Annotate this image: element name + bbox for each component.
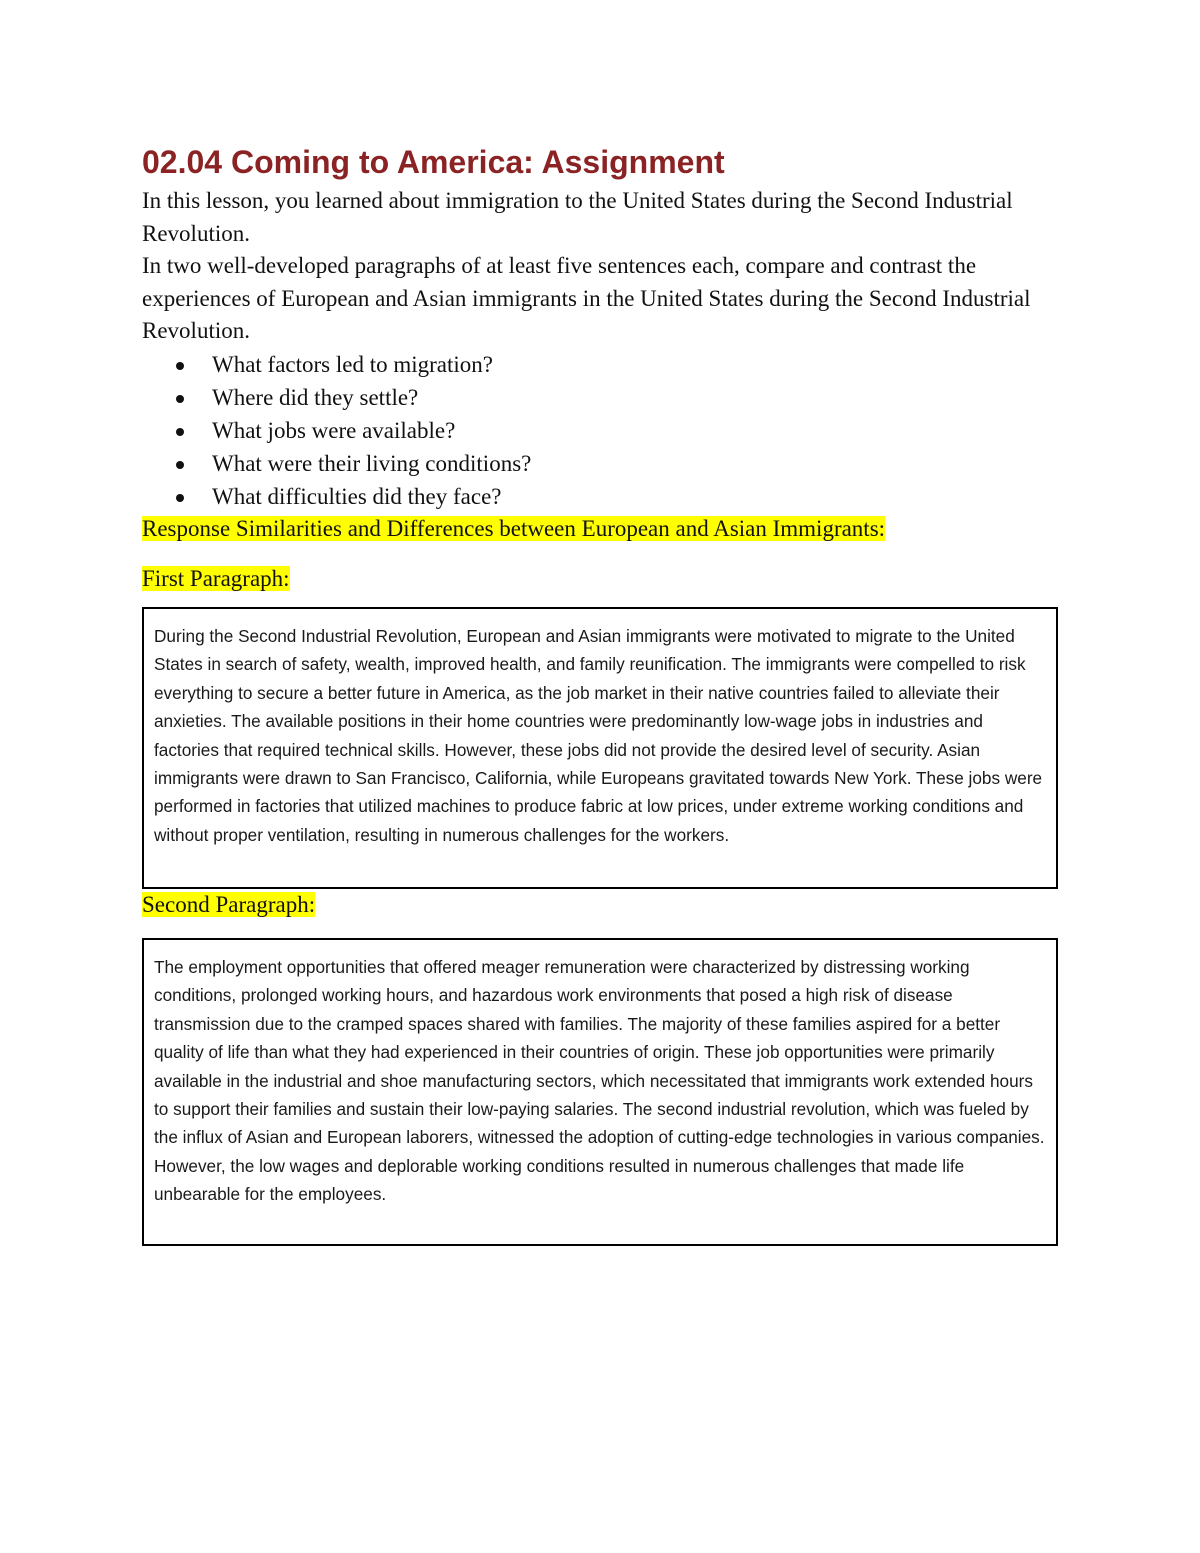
- list-item: [142, 448, 1042, 481]
- question-text: What difficulties did they face?: [212, 484, 502, 509]
- intro-prompt-text: In two well-developed paragraphs of at least five sentences each, compare and contrast the experiences of European and Asian immigrants in the United States during the Second Industrial Revolution.: [142, 253, 1031, 343]
- second-paragraph-text: The employment opportunities that offered meager remuneration were characterized by distressing working conditions, prolonged working hours, and hazardous work environments that posed a high risk of disease transmission due to the cramped spaces shared with families. The majority of these families aspired for a better quality of life than what they had experienced in their countries of origin. These job opportunities were primarily available in the industrial and shoe manufacturing sectors, which necessitated that immigrants work extended hours to support their families and sustain their low-paying salaries. The second industrial revolution, which was fueled by the influx of Asian and European laborers, witnessed the adoption of cutting-edge technologies in various companies. However, the low wages and deplorable working conditions resulted in numerous challenges that made life unbearable for the employees.: [154, 957, 1045, 1205]
- page-title: 02.04 Coming to America: Assignment: [142, 144, 725, 180]
- bullet-icon: [176, 362, 184, 370]
- question-text: What factors led to migration?: [212, 352, 494, 377]
- second-paragraph-heading-text: Second Paragraph:: [142, 892, 316, 917]
- question-list: [142, 349, 1042, 514]
- question-text: What were their living conditions?: [212, 451, 532, 476]
- first-paragraph-heading-text: First Paragraph:: [142, 566, 290, 591]
- first-paragraph-box: [142, 607, 1058, 889]
- response-heading: [142, 513, 885, 546]
- second-paragraph-box: [142, 938, 1058, 1246]
- list-item: [142, 415, 1042, 448]
- list-item: [142, 481, 1042, 514]
- bullet-icon: [176, 395, 184, 403]
- list-item: [142, 382, 1042, 415]
- bullet-icon: [176, 428, 184, 436]
- list-item: [142, 349, 1042, 382]
- response-heading-text: Response Similarities and Differences between European and Asian Immigrants:: [142, 516, 886, 541]
- first-paragraph-text: During the Second Industrial Revolution, European and Asian immigrants were motivated to migrate to the United States in search of safety, wealth, improved health, and family reunification. The immigrants were compelled to risk everything to secure a better future in America, as the job market in their native countries failed to alleviate their anxieties. The available positions in their home countries were predominantly low-wage jobs in industries and factories that required technical skills. However, these jobs did not provide the desired level of security. Asian immigrants were drawn to San Francisco, California, while Europeans gravitated towards New York. These jobs were performed in factories that utilized machines to produce fabric at low prices, under extreme working conditions and without proper ventilation, resulting in numerous challenges for the workers.: [154, 626, 1043, 845]
- first-paragraph-heading: [142, 563, 290, 596]
- intro-lesson-text: In this lesson, you learned about immigration to the United States during the Second Industrial Revolution.: [142, 188, 1013, 246]
- question-text: Where did they settle?: [212, 385, 419, 410]
- second-paragraph-heading: [142, 889, 315, 922]
- bullet-icon: [176, 461, 184, 469]
- assignment-intro: [142, 185, 1072, 348]
- bullet-icon: [176, 494, 184, 502]
- question-text: What jobs were available?: [212, 418, 456, 443]
